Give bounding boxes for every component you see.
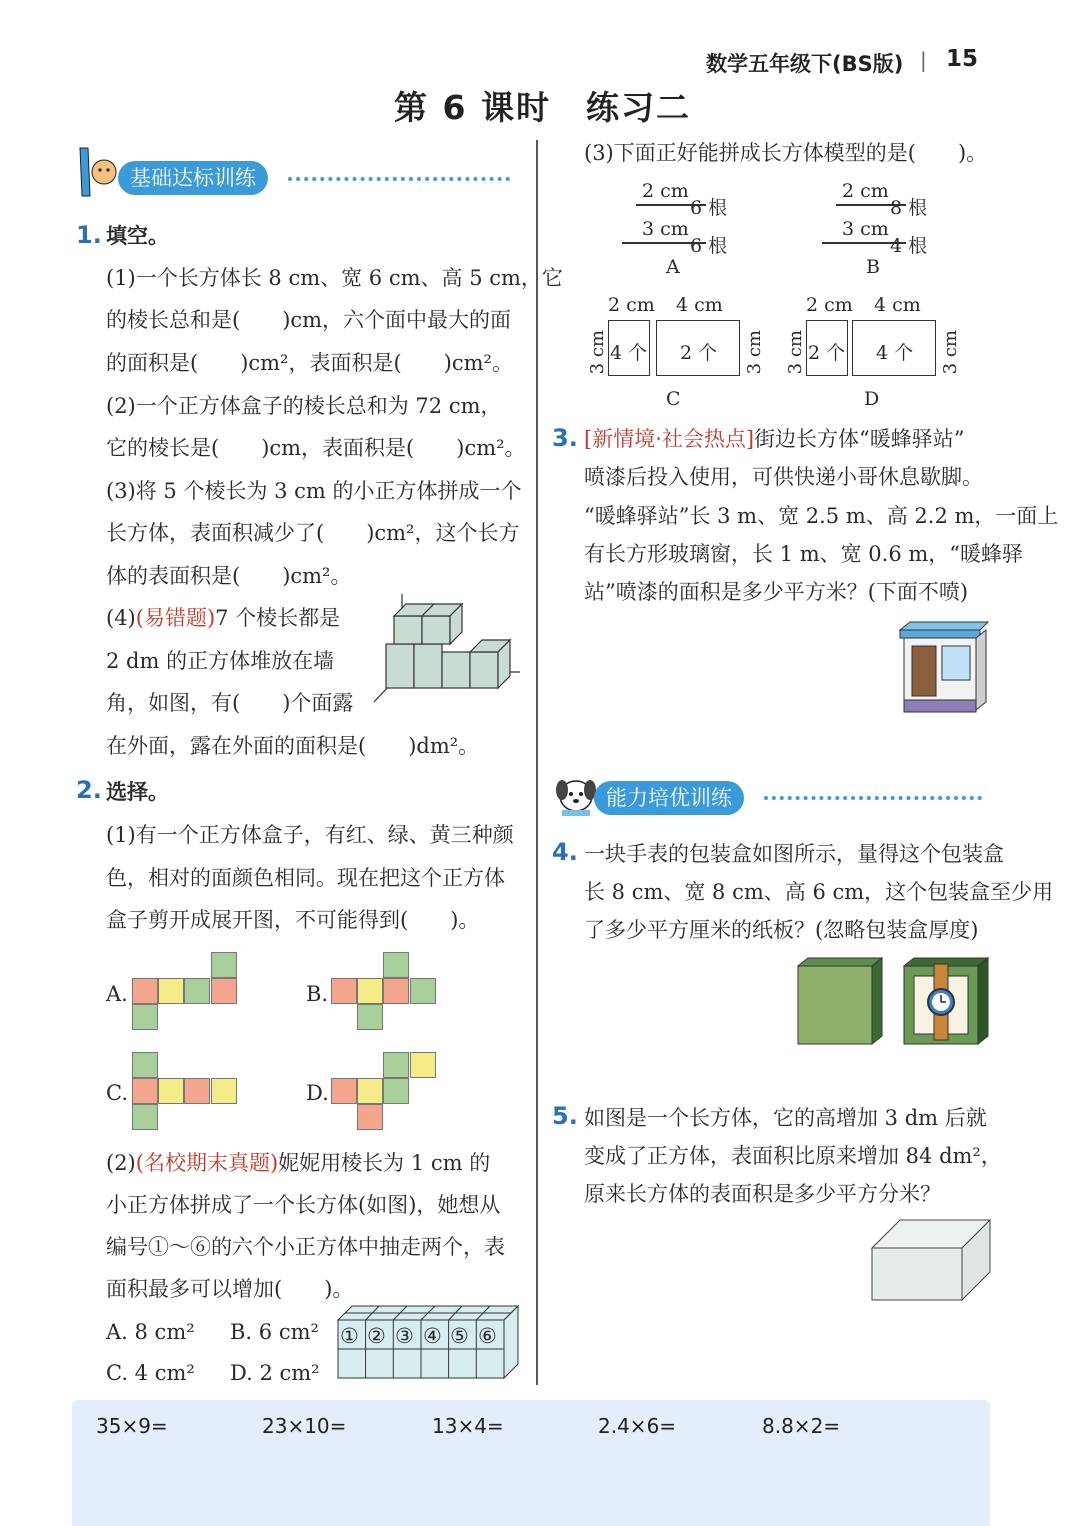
board-width: 2 cm: [806, 294, 853, 316]
option-d-label: D: [864, 388, 880, 410]
banner-dots: [288, 177, 510, 181]
page-number: 15: [946, 46, 979, 72]
option-a-label: A: [666, 256, 680, 278]
cube-label: ②: [367, 1324, 386, 1348]
q2-p2-text: 妮妮用棱长为 1 cm 的: [278, 1151, 491, 1175]
q3-number: 3.: [552, 424, 578, 452]
pencil-cat-icon: [76, 146, 122, 200]
q3-line: 站”喷漆的面积是多少平方米？(下面不喷): [584, 580, 969, 604]
board-option-c: [584, 294, 774, 412]
calc-item: 35×9=: [96, 1414, 168, 1438]
q2-line: 面积最多可以增加( )。: [106, 1277, 354, 1301]
q2-line: 色，相对的面颜色相同。现在把这个正方体: [106, 866, 505, 890]
stick-option-a: [618, 180, 738, 280]
q5-line: 如图是一个长方体，它的高增加 3 dm 后就: [584, 1106, 987, 1130]
q1-heading: 填空。: [106, 224, 169, 248]
q1-line: 的面积是( )cm²，表面积是( )cm²。: [106, 351, 513, 375]
q4-line: 一块手表的包装盒如图所示，量得这个包装盒: [584, 842, 1004, 866]
board-count: 2 个: [680, 342, 718, 364]
calc-item: 23×10=: [262, 1414, 347, 1438]
q3-line: 有长方形玻璃窗，长 1 m、宽 0.6 m，“暖蜂驿: [584, 542, 1024, 566]
q1-line: 长方体，表面积减少了( )cm²，这个长方: [106, 521, 520, 545]
q5-number: 5.: [552, 1102, 578, 1130]
q2-line: (1)有一个正方体盒子，有红、绿、黄三种颜: [106, 823, 514, 847]
choice-a: A. 8 cm²: [106, 1320, 195, 1344]
board-count: 4 个: [876, 342, 914, 364]
stick-length: 3 cm: [642, 218, 689, 240]
board-height: 3 cm: [940, 330, 961, 375]
q3-text: 街边长方体“暖蜂驿站”: [754, 427, 965, 451]
column-divider: [536, 140, 538, 1385]
option-c-label: C: [666, 388, 681, 410]
stick-count: 8 根: [890, 197, 928, 219]
kiosk-illustration: [898, 620, 990, 720]
board-count: 4 个: [610, 342, 648, 364]
q4-number: 4.: [552, 838, 578, 866]
calc-item: 13×4=: [432, 1414, 504, 1438]
closed-box-illustration: [796, 956, 884, 1048]
board-option-d: [782, 294, 972, 412]
board-height: 3 cm: [744, 330, 765, 375]
section-banner-basic: 基础达标训练: [118, 161, 268, 195]
q1-line: (1)一个长方体长 8 cm、宽 6 cm、高 5 cm，它: [106, 266, 563, 290]
q2-line: 盒子剪开成展开图，不可能得到( )。: [106, 908, 480, 932]
corner-cubes-figure: [372, 592, 522, 710]
stick-length: 3 cm: [842, 218, 889, 240]
board-width: 4 cm: [676, 294, 723, 316]
q3-line: 喷漆后投入使用，可供快递小哥休息歇脚。: [584, 465, 983, 489]
net-option-d-label: D.: [306, 1081, 329, 1105]
q1-line: 它的棱长是( )cm，表面积是( )cm²。: [106, 436, 526, 460]
q1-part4-line: [106, 605, 340, 631]
q2-line: 编号①～⑥的六个小正方体中抽走两个，表: [106, 1235, 505, 1259]
board-height: 3 cm: [785, 330, 806, 375]
q2-line: 小正方体拼成了一个长方体(如图)，她想从: [106, 1193, 501, 1217]
board-count: 2 个: [808, 342, 846, 364]
q1-p4-text: 7 个棱长都是: [215, 606, 341, 630]
watch-box-illustration: [902, 956, 990, 1048]
q1-line: 角，如图，有( )个面露: [106, 691, 354, 715]
q1-number: 1.: [76, 221, 102, 249]
calc-item: 2.4×6=: [598, 1414, 677, 1438]
mental-math-panel: [72, 1400, 990, 1526]
q4-line: 长 8 cm、宽 8 cm、高 6 cm，这个包装盒至少用: [584, 880, 1054, 904]
cuboid-illustration: [870, 1218, 992, 1302]
q2-p2-tag: (名校期末真题): [135, 1151, 279, 1175]
q1-line: 体的表面积是( )cm²。: [106, 564, 352, 588]
q1-line: (3)将 5 个棱长为 3 cm 的小正方体拼成一个: [106, 479, 522, 503]
net-option-a-label: A.: [106, 982, 128, 1006]
cube-label: ④: [423, 1324, 442, 1348]
q2-part3-line: (3)下面正好能拼成长方体模型的是( )。: [584, 141, 988, 165]
board-width: 4 cm: [874, 294, 921, 316]
q1-line: 在外面，露在外面的面积是( )dm²。: [106, 734, 480, 758]
book-title: 数学五年级下(BS版): [706, 52, 904, 76]
q1-p4-prefix: (4): [106, 606, 136, 630]
net-option-c-label: C.: [106, 1081, 128, 1105]
stick-count: 4 根: [890, 235, 928, 257]
calc-item: 8.8×2=: [762, 1414, 841, 1438]
q5-line: 原来长方体的表面积是多少平方分米？: [584, 1182, 941, 1206]
choice-b: B. 6 cm²: [230, 1320, 319, 1344]
q2-p2-prefix: (2): [106, 1151, 136, 1175]
cube-label: ①: [340, 1324, 359, 1348]
stick-count: 6 根: [690, 197, 728, 219]
q1-line: 2 dm 的正方体堆放在墙: [106, 649, 335, 673]
header-separator: |: [920, 48, 927, 72]
q3-tag: [新情境·社会热点]: [584, 427, 755, 451]
stick-count: 6 根: [690, 235, 728, 257]
cube-label: ⑤: [450, 1324, 469, 1348]
net-option-b-label: B.: [306, 982, 329, 1006]
page-title: 第 6 课时 练习二: [394, 88, 691, 127]
q3-line: “暖蜂驿站”长 3 m、宽 2.5 m、高 2.2 m，一面上: [584, 504, 1059, 528]
board-width: 2 cm: [608, 294, 655, 316]
option-b-label: B: [866, 256, 880, 278]
section-banner-advanced: 能力培优训练: [594, 781, 744, 815]
q2-heading: 选择。: [106, 780, 169, 804]
q1-line: (2)一个正方体盒子的棱长总和为 72 cm，: [106, 394, 502, 418]
stick-option-b: [818, 180, 938, 280]
stick-length: 2 cm: [842, 180, 889, 202]
numbered-cuboid-figure: [336, 1304, 520, 1382]
dog-mascot-icon: [552, 772, 600, 820]
q2-part2-line: [106, 1150, 490, 1176]
choice-d: D. 2 cm²: [230, 1361, 320, 1385]
q1-p4-tag: (易错题): [135, 606, 216, 630]
banner-dots: [764, 796, 982, 800]
q2-number: 2.: [76, 776, 102, 804]
q4-line: 了多少平方厘米的纸板？(忽略包装盒厚度): [584, 918, 979, 942]
q1-line: 的棱长总和是( )cm，六个面中最大的面: [106, 308, 512, 332]
stick-length: 2 cm: [642, 180, 689, 202]
q5-line: 变成了正方体，表面积比原来增加 84 dm²，: [584, 1144, 1002, 1168]
cube-label: ③: [395, 1324, 414, 1348]
board-height: 3 cm: [587, 330, 608, 375]
q3-first-line: [584, 426, 965, 452]
cube-label: ⑥: [478, 1324, 497, 1348]
choice-c: C. 4 cm²: [106, 1361, 195, 1385]
